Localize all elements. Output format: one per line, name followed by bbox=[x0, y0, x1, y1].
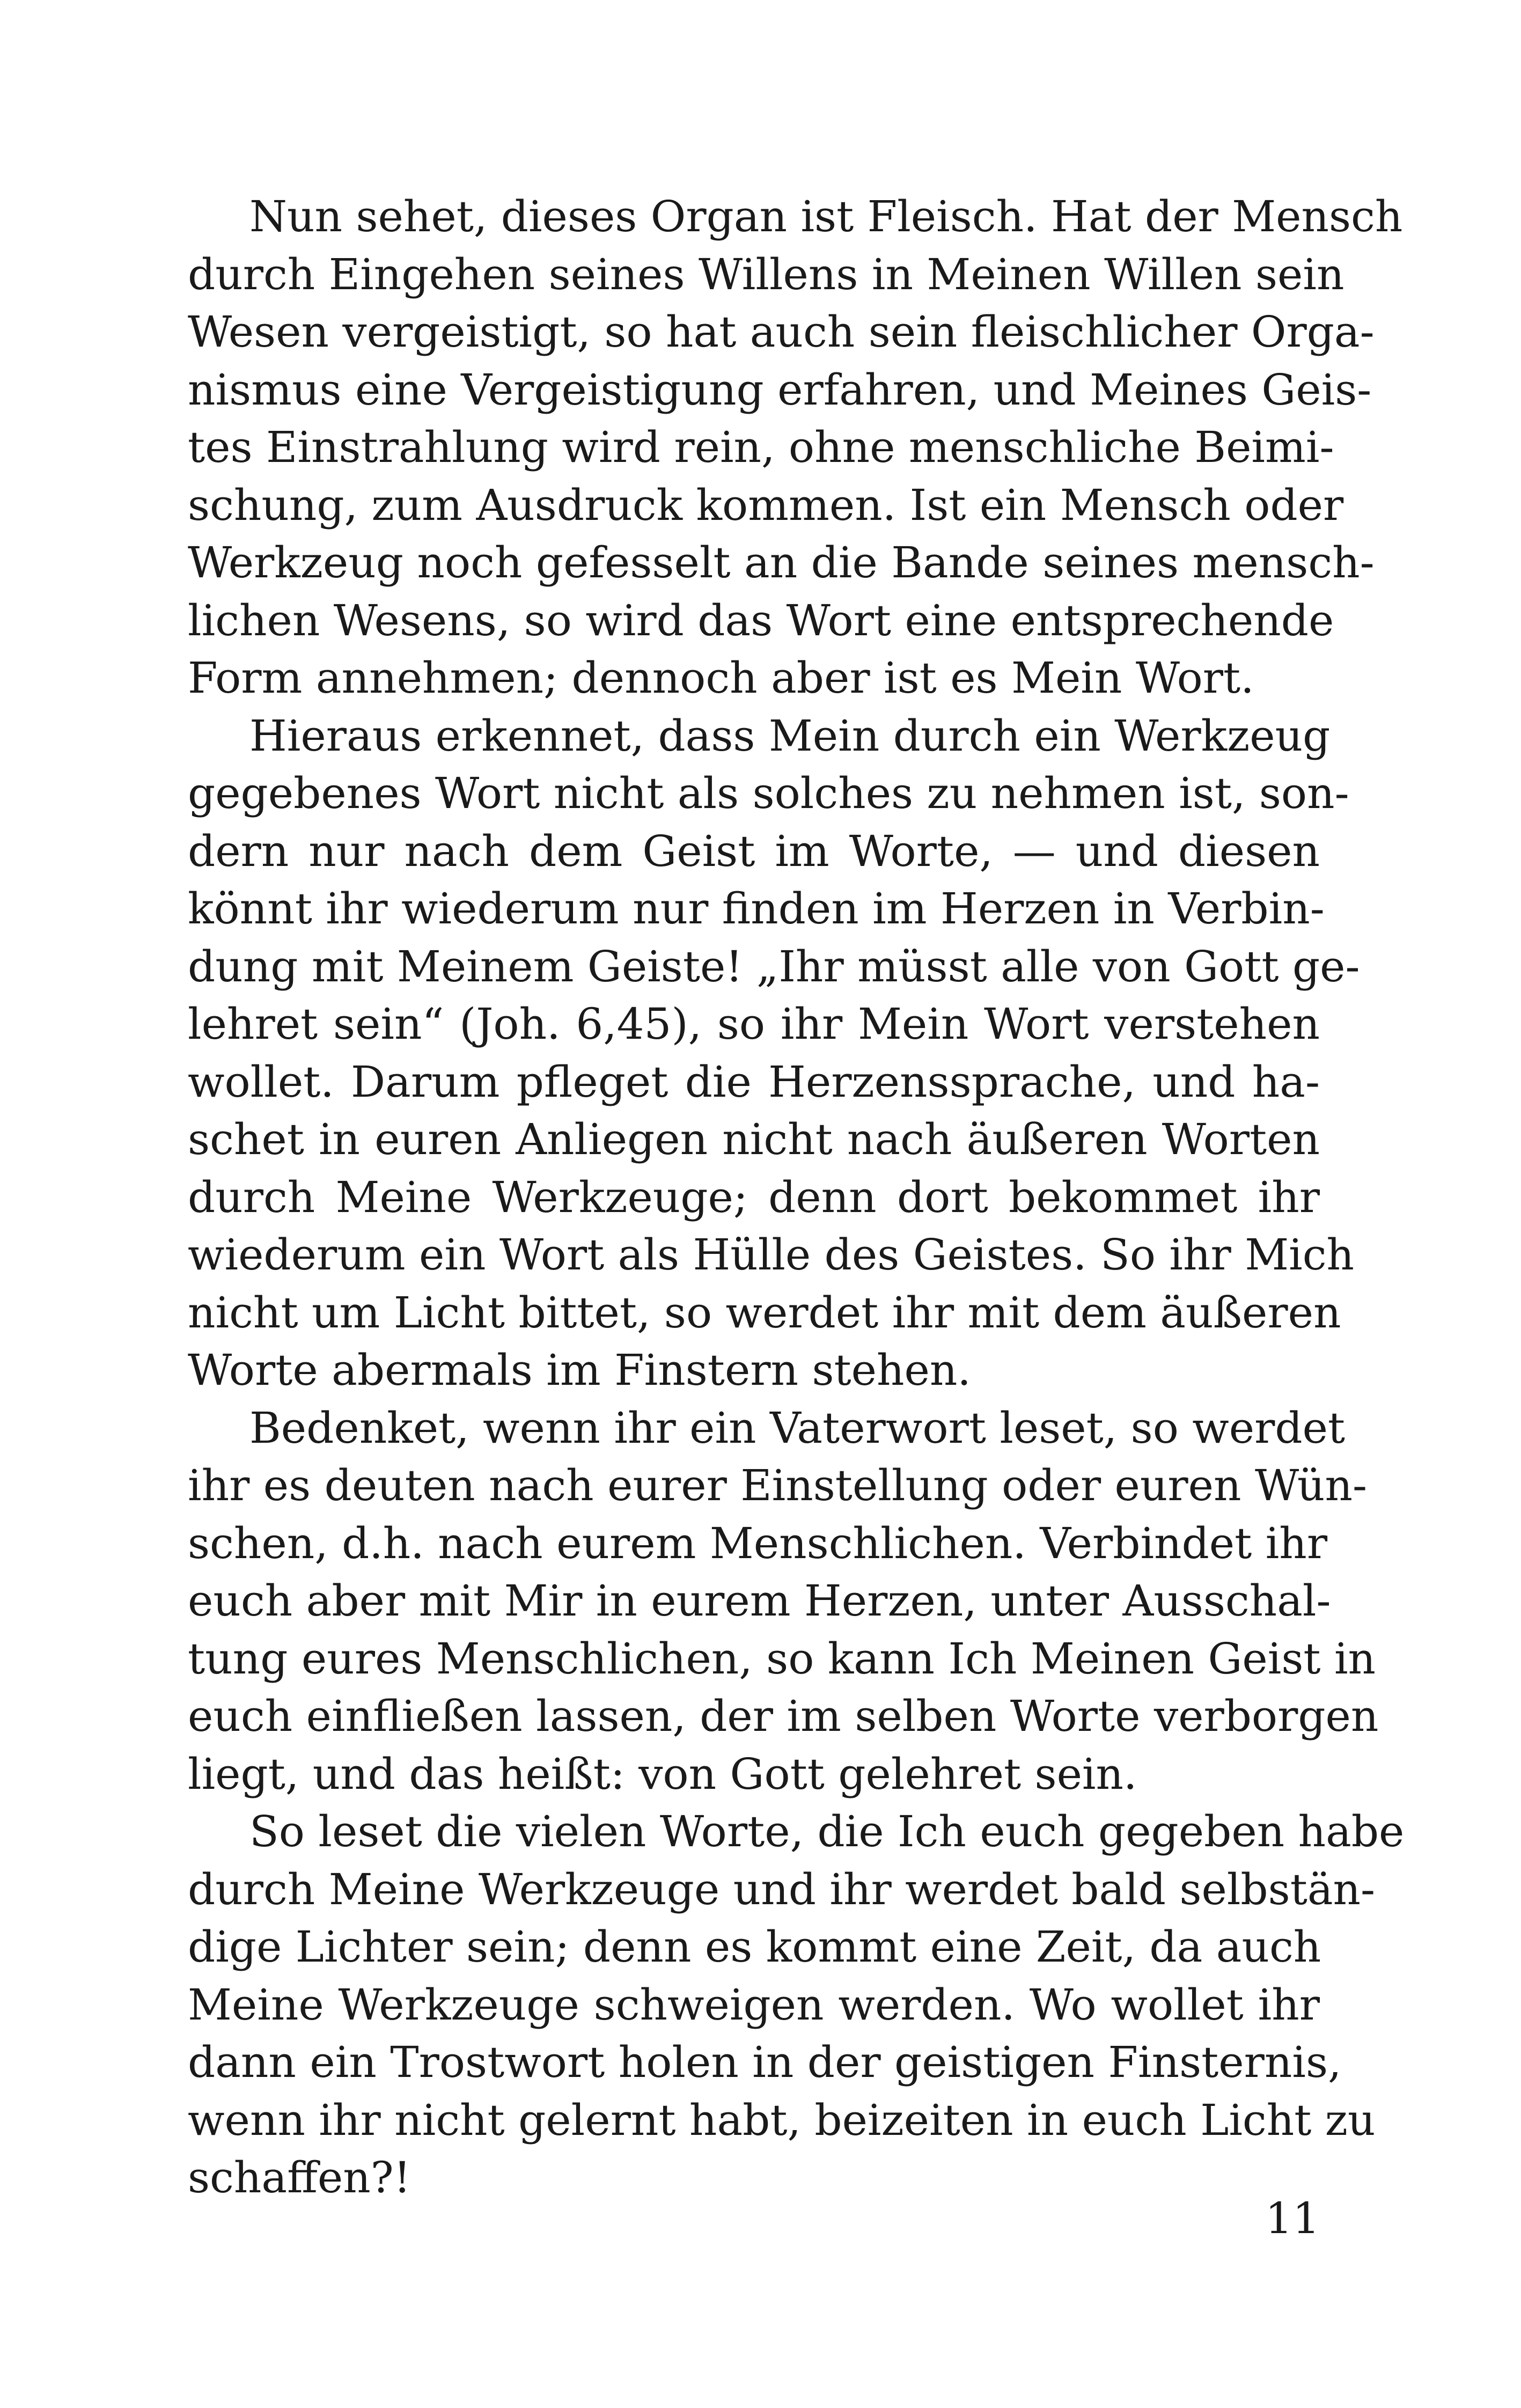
text-line: dige Lichter sein; denn es kommt eine Zeit, da auch bbox=[188, 1922, 1321, 1972]
text-line: dern nur nach dem Geist im Worte, — und diesen bbox=[188, 826, 1320, 876]
text-line: liegt, und das heißt: von Gott gelehret sein. bbox=[188, 1749, 1137, 1799]
text-line: Worte abermals im Finstern stehen. bbox=[188, 1345, 971, 1395]
text-line: schaffen?! bbox=[188, 2153, 411, 2203]
text-line: Wesen vergeistigt, so hat auch sein fleischlicher Orga- bbox=[188, 307, 1375, 357]
paragraph-2 bbox=[188, 707, 1360, 1399]
text-line: So leset die vielen Worte, die Ich euch gegeben habe bbox=[249, 1807, 1405, 1856]
text-line: lehret sein“ (Joh. 6,45), so ihr Mein Wort verstehen bbox=[188, 999, 1320, 1049]
paragraph-4 bbox=[188, 1803, 1405, 2207]
text-line: ihr es deuten nach eurer Einstellung oder euren Wün- bbox=[188, 1460, 1368, 1510]
text-line: gegebenes Wort nicht als solches zu nehmen ist, son- bbox=[188, 768, 1349, 818]
text-line: dann ein Trostwort holen in der geistigen Finsternis, bbox=[188, 2037, 1342, 2087]
text-line: tung eures Menschlichen, so kann Ich Meinen Geist in bbox=[188, 1633, 1376, 1684]
text-line: lichen Wesens, so wird das Wort eine entsprechende bbox=[188, 595, 1334, 645]
text-line: schen, d.h. nach eurem Menschlichen. Verbindet ihr bbox=[188, 1518, 1328, 1568]
text-line: euch aber mit Mir in eurem Herzen, unter Ausschal- bbox=[188, 1576, 1331, 1626]
body-text bbox=[188, 188, 1405, 2207]
text-line: durch Meine Werkzeuge und ihr werdet bald selbstän- bbox=[188, 1864, 1376, 1914]
text-line: tes Einstrahlung wird rein, ohne menschliche Beimi- bbox=[188, 422, 1334, 472]
text-line: schung, zum Ausdruck kommen. Ist ein Mensch oder bbox=[188, 480, 1344, 530]
text-line: wollet. Darum pfleget die Herzenssprache, und ha- bbox=[188, 1056, 1320, 1107]
text-line: durch Meine Werkzeuge; denn dort bekommet ihr bbox=[188, 1172, 1320, 1222]
text-line: könnt ihr wiederum nur finden im Herzen in Verbin- bbox=[188, 884, 1325, 934]
text-line: nicht um Licht bittet, so werdet ihr mit dem äußeren bbox=[188, 1287, 1341, 1338]
text-line: Werkzeug noch gefesselt an die Bande seines mensch- bbox=[188, 538, 1375, 588]
text-line: Hieraus erkennet, dass Mein durch ein Werkzeug bbox=[249, 710, 1331, 761]
text-line: schet in euren Anliegen nicht nach äußeren Worten bbox=[188, 1114, 1320, 1164]
text-line: wiederum ein Wort als Hülle des Geistes. So ihr Mich bbox=[188, 1230, 1355, 1280]
paragraph-3 bbox=[188, 1399, 1379, 1803]
text-line: dung mit Meinem Geiste! „Ihr müsst alle von Gott ge- bbox=[188, 941, 1360, 992]
text-line: Bedenket, wenn ihr ein Vaterwort leset, so werdet bbox=[249, 1403, 1346, 1453]
text-line: euch einfließen lassen, der im selben Worte verborgen bbox=[188, 1691, 1379, 1741]
paragraph-1 bbox=[188, 188, 1403, 707]
text-line: Nun sehet, dieses Organ ist Fleisch. Hat der Mensch bbox=[249, 192, 1403, 241]
text-line: Form annehmen; dennoch aber ist es Mein Wort. bbox=[188, 653, 1254, 703]
text-line: wenn ihr nicht gelernt habt, beizeiten in euch Licht zu bbox=[188, 2095, 1376, 2145]
text-line: Meine Werkzeuge schweigen werden. Wo wollet ihr bbox=[188, 1979, 1320, 2030]
text-line: nismus eine Vergeistigung erfahren, und Meines Geis- bbox=[188, 364, 1372, 415]
text-line: durch Eingehen seines Willens in Meinen Willen sein bbox=[188, 249, 1344, 299]
page-number: 11 bbox=[1265, 2193, 1320, 2243]
